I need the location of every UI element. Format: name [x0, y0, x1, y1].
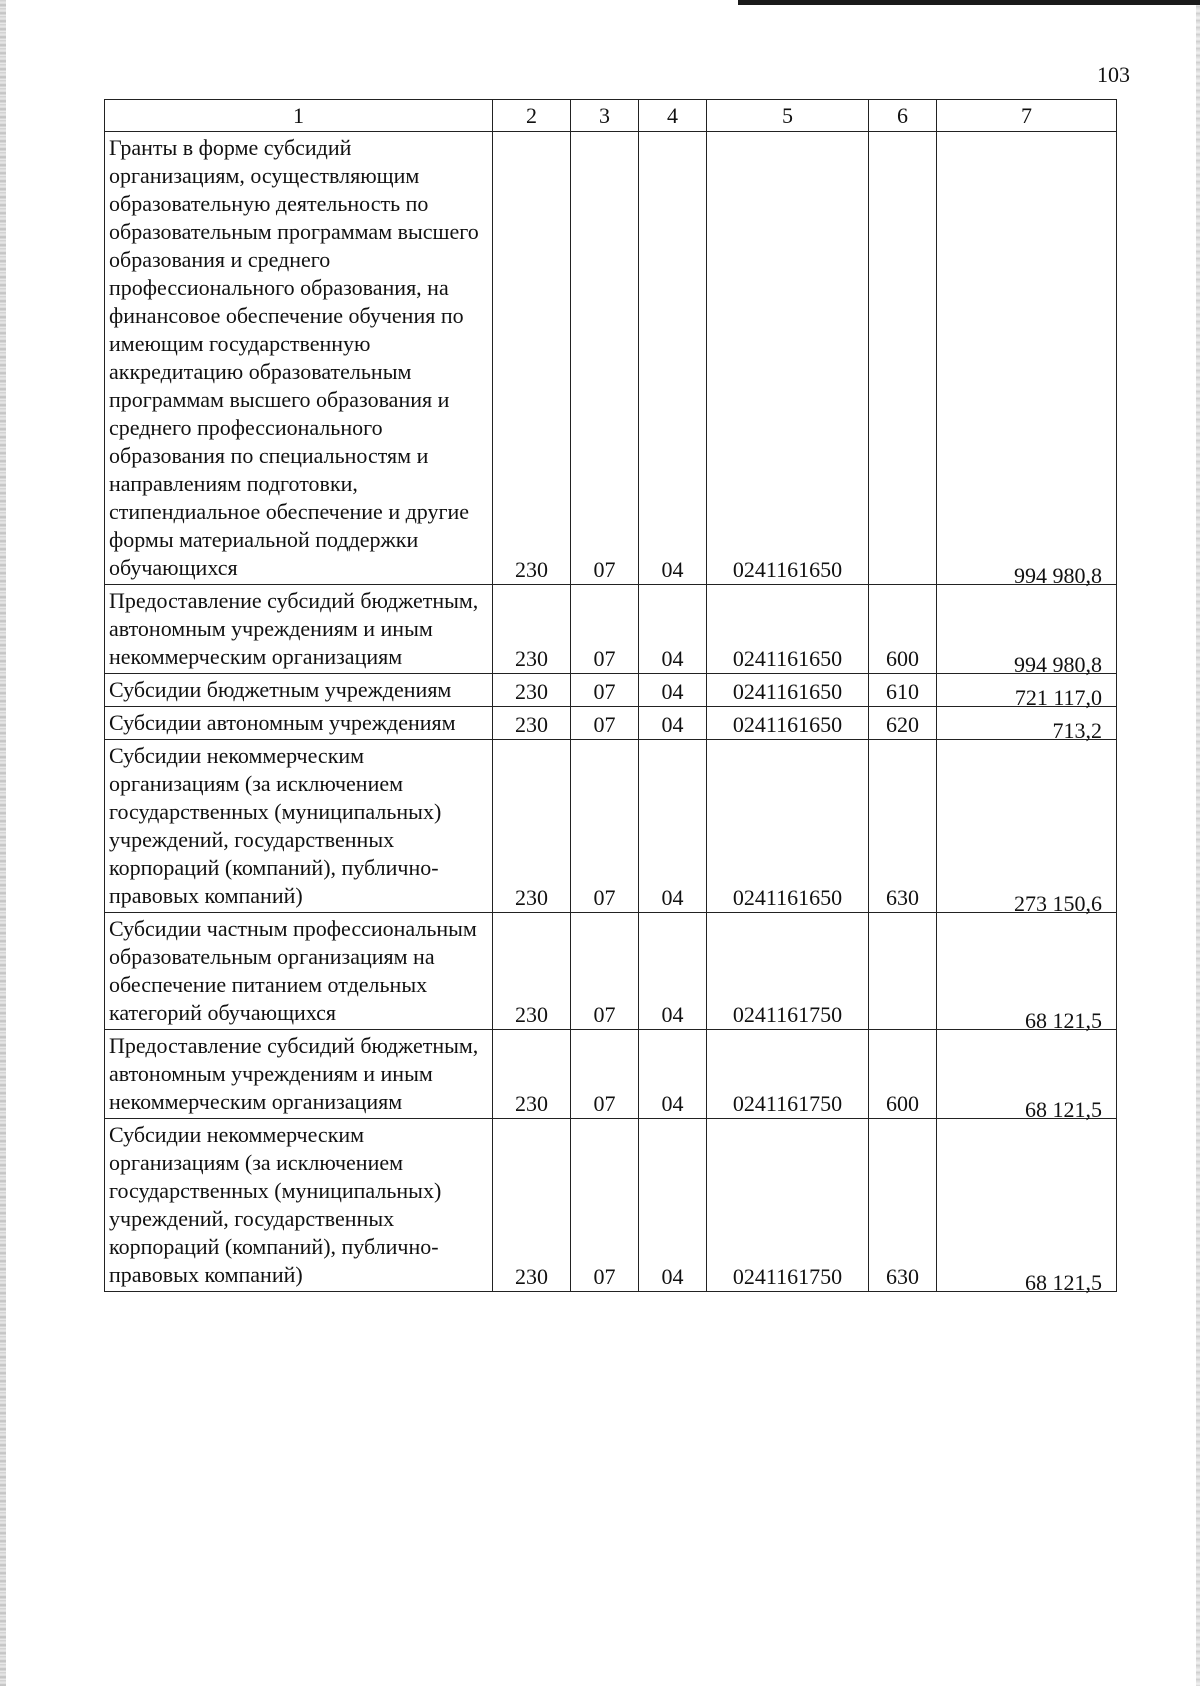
table-row [105, 1119, 1117, 1292]
row-code-4: 04 [639, 740, 707, 913]
row-code-6: 630 [869, 740, 937, 913]
row-code-6: 620 [869, 707, 937, 740]
row-amount [937, 674, 1117, 710]
row-code-4: 04 [639, 585, 707, 674]
row-code-4: 04 [639, 1119, 707, 1292]
row-code-5: 0241161650 [707, 674, 869, 707]
row-code-5: 0241161750 [707, 1119, 869, 1292]
row-code-4: 04 [639, 1030, 707, 1119]
table-row [105, 132, 1117, 585]
row-amount [937, 1030, 1117, 1122]
row-code-2: 230 [493, 132, 571, 585]
row-amount [937, 707, 1117, 743]
row-amount-value: 713,2 [1052, 718, 1102, 743]
row-code-2: 230 [493, 913, 571, 1030]
header-cell-6: 6 [869, 100, 937, 132]
table-row [105, 1030, 1117, 1119]
row-code-6: 600 [869, 585, 937, 674]
row-amount-value: 994 980,8 [1014, 652, 1102, 677]
page-number: 103 [1097, 62, 1130, 87]
header-cell-2: 2 [493, 100, 571, 132]
row-code-2: 230 [493, 740, 571, 913]
scan-left-edge [0, 0, 6, 1686]
row-amount-value: 994 980,8 [1014, 563, 1102, 588]
row-code-6 [869, 132, 937, 585]
table-row [105, 585, 1117, 674]
row-code-6: 610 [869, 674, 937, 707]
row-name: Субсидии частным профессиональным образовательным организациям на обеспечение питанием отдельных категорий обучающихся [105, 913, 493, 1030]
table-row [105, 674, 1117, 707]
row-name: Субсидии бюджетным учреждениям [105, 674, 493, 707]
row-code-3: 07 [571, 585, 639, 674]
row-code-2: 230 [493, 585, 571, 674]
row-code-3: 07 [571, 1030, 639, 1119]
row-code-6: 630 [869, 1119, 937, 1292]
row-amount [937, 585, 1117, 677]
header-cell-3: 3 [571, 100, 639, 132]
row-amount [937, 132, 1117, 588]
row-amount-value: 68 121,5 [1025, 1008, 1102, 1033]
row-code-2: 230 [493, 707, 571, 740]
row-code-3: 07 [571, 1119, 639, 1292]
row-code-5: 0241161650 [707, 740, 869, 913]
table-row [105, 707, 1117, 740]
row-name: Субсидии некоммерческим организациям (за исключением государственных (муниципальных) учреждений, государственных корпораций (компаний), публично-правовых компаний) [105, 1119, 493, 1292]
row-amount [937, 913, 1117, 1033]
row-amount-value: 68 121,5 [1025, 1097, 1102, 1122]
header-cell-7: 7 [937, 100, 1117, 132]
row-code-3: 07 [571, 132, 639, 585]
row-amount-value: 68 121,5 [1025, 1270, 1102, 1295]
row-code-3: 07 [571, 707, 639, 740]
row-code-6 [869, 913, 937, 1030]
table-row [105, 740, 1117, 913]
row-code-3: 07 [571, 674, 639, 707]
scan-top-bar [738, 0, 1200, 5]
row-code-2: 230 [493, 1119, 571, 1292]
row-code-3: 07 [571, 740, 639, 913]
row-name: Предоставление субсидий бюджетным, автономным учреждениям и иным некоммерческим организациям [105, 1030, 493, 1119]
row-amount [937, 1119, 1117, 1295]
budget-table [104, 99, 1117, 1295]
row-name: Предоставление субсидий бюджетным, автономным учреждениям и иным некоммерческим организациям [105, 585, 493, 674]
row-amount-value: 721 117,0 [1014, 685, 1102, 710]
row-code-5: 0241161650 [707, 585, 869, 674]
row-code-5: 0241161750 [707, 1030, 869, 1119]
row-amount [937, 740, 1117, 916]
header-cell-1: 1 [105, 100, 493, 132]
header-row [105, 100, 1117, 132]
row-amount-value: 273 150,6 [1014, 891, 1102, 916]
row-code-2: 230 [493, 674, 571, 707]
header-cell-4: 4 [639, 100, 707, 132]
table-row [105, 913, 1117, 1030]
row-code-4: 04 [639, 132, 707, 585]
scan-right-edge [1196, 0, 1200, 1686]
row-code-4: 04 [639, 707, 707, 740]
row-code-5: 0241161650 [707, 132, 869, 585]
row-code-4: 04 [639, 674, 707, 707]
row-code-3: 07 [571, 913, 639, 1030]
row-name: Гранты в форме субсидий организациям, осуществляющим образовательную деятельность по образовательным программам высшего образования и среднего профессионального образования, на финансовое обеспечение обучения по имеющим государственную аккредитацию образовательным программам высшего образования и среднего профессионального образования по специальностям и направлениям подготовки, стипендиальное обеспечение и другие формы материальной поддержки обучающихся [105, 132, 493, 585]
row-code-2: 230 [493, 1030, 571, 1119]
row-code-4: 04 [639, 913, 707, 1030]
row-name: Субсидии некоммерческим организациям (за исключением государственных (муниципальных) учреждений, государственных корпораций (компаний), публично-правовых компаний) [105, 740, 493, 913]
row-code-5: 0241161650 [707, 707, 869, 740]
row-name: Субсидии автономным учреждениям [105, 707, 493, 740]
row-code-5: 0241161750 [707, 913, 869, 1030]
row-code-6: 600 [869, 1030, 937, 1119]
header-cell-5: 5 [707, 100, 869, 132]
